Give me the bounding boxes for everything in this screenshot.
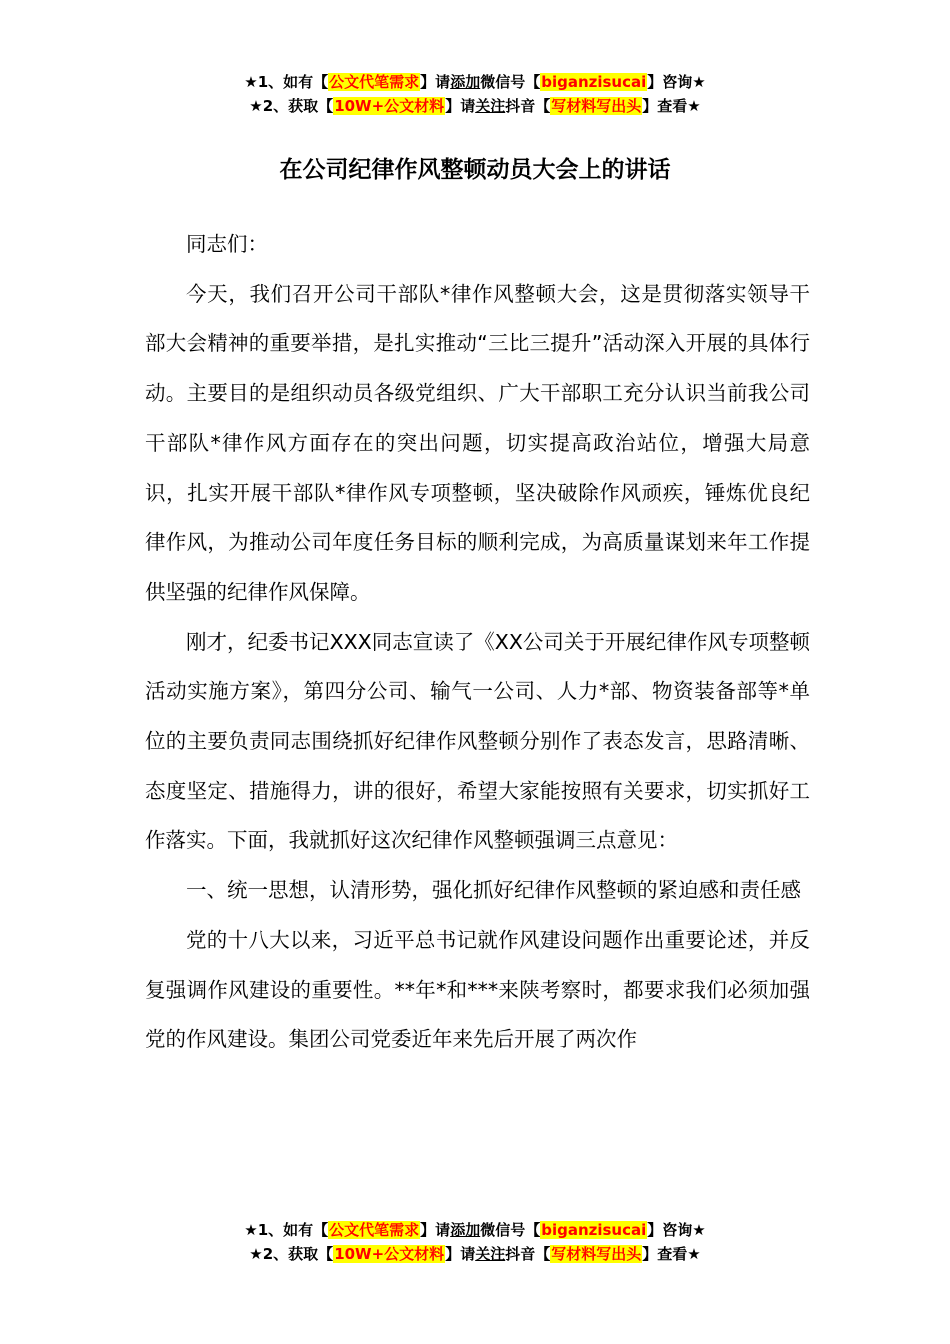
banner-highlight: 10W+公文材料 bbox=[334, 1245, 445, 1263]
banner-text: ★1、如有【 bbox=[244, 1221, 329, 1239]
banner-line-2 bbox=[0, 94, 950, 118]
footer-banner bbox=[0, 1218, 950, 1266]
banner-text: 抖音【 bbox=[505, 97, 551, 115]
banner-text: ★2、获取【 bbox=[249, 97, 334, 115]
banner-text: 】查看★ bbox=[642, 1245, 701, 1263]
banner-text: 】请 bbox=[420, 1221, 451, 1239]
header-banner bbox=[0, 70, 950, 118]
banner-douyin-id: 写材料写出头 bbox=[551, 97, 642, 115]
banner-text: 微信号【 bbox=[480, 1221, 541, 1239]
banner-text: 抖音【 bbox=[505, 1245, 551, 1263]
banner-text: 】请 bbox=[420, 73, 451, 91]
banner-underline: 关注 bbox=[475, 1245, 506, 1263]
paragraph: 党的十八大以来，习近平总书记就作风建设问题作出重要论述，并反复强调作风建设的重要性。**年*和***来陕考察时，都要求我们必须加强党的作风建设。集团公司党委近年来先后开展了两次作 bbox=[145, 927, 810, 1052]
banner-wechat-id: biganzisucai bbox=[541, 73, 647, 91]
banner-underline: 关注 bbox=[475, 97, 506, 115]
paragraph: 今天，我们召开公司干部队*律作风整顿大会，这是贯彻落实领导干部大会精神的重要举措，是扎实推动“三比三提升”活动深入开展的具体行动。主要目的是组织动员各级党组织、广大干部职工充分认识当前我公司干部队*律作风方面存在的突出问题，切实提高政治站位，增强大局意识，扎实开展干部队*律作风专项整顿，坚决破除作风顽疾，锤炼优良纪律作风，为推动公司年度任务目标的顺利完成，为高质量谋划来年工作提供坚强的纪律作风保障。 bbox=[145, 281, 810, 604]
banner-line-1 bbox=[0, 70, 950, 94]
banner-line-2 bbox=[0, 1242, 950, 1266]
banner-text: 】请 bbox=[445, 1245, 476, 1263]
banner-text: 】请 bbox=[445, 97, 476, 115]
banner-douyin-id: 写材料写出头 bbox=[551, 1245, 642, 1263]
banner-line-1 bbox=[0, 1218, 950, 1242]
banner-text: 】咨询★ bbox=[647, 1221, 706, 1239]
banner-text: 微信号【 bbox=[480, 73, 541, 91]
banner-highlight: 公文代笔需求 bbox=[329, 73, 420, 91]
banner-wechat-id: biganzisucai bbox=[541, 1221, 647, 1239]
paragraph: 刚才，纪委书记XXX同志宣读了《XX公司关于开展纪律作风专项整顿活动实施方案》，第四分公司、输气一公司、人力*部、物资装备部等*单位的主要负责同志围绕抓好纪律作风整顿分别作了表态发言，思路清晰、态度坚定、措施得力，讲的很好，希望大家能按照有关要求，切实抓好工作落实。下面，我就抓好这次纪律作风整顿强调三点意见： bbox=[145, 629, 810, 853]
document-body bbox=[145, 220, 810, 1065]
salutation: 同志们： bbox=[186, 232, 268, 256]
banner-text: ★1、如有【 bbox=[244, 73, 329, 91]
section-heading: 一、统一思想，认清形势，强化抓好纪律作风整顿的紧迫感和责任感 bbox=[186, 878, 801, 903]
banner-text: 】咨询★ bbox=[647, 73, 706, 91]
banner-text: 】查看★ bbox=[642, 97, 701, 115]
banner-highlight: 公文代笔需求 bbox=[329, 1221, 420, 1239]
banner-highlight: 10W+公文材料 bbox=[334, 97, 445, 115]
banner-underline: 添加 bbox=[450, 1221, 481, 1239]
document-title: 在公司纪律作风整顿动员大会上的讲话 bbox=[279, 157, 671, 183]
banner-underline: 添加 bbox=[450, 73, 481, 91]
banner-text: ★2、获取【 bbox=[249, 1245, 334, 1263]
